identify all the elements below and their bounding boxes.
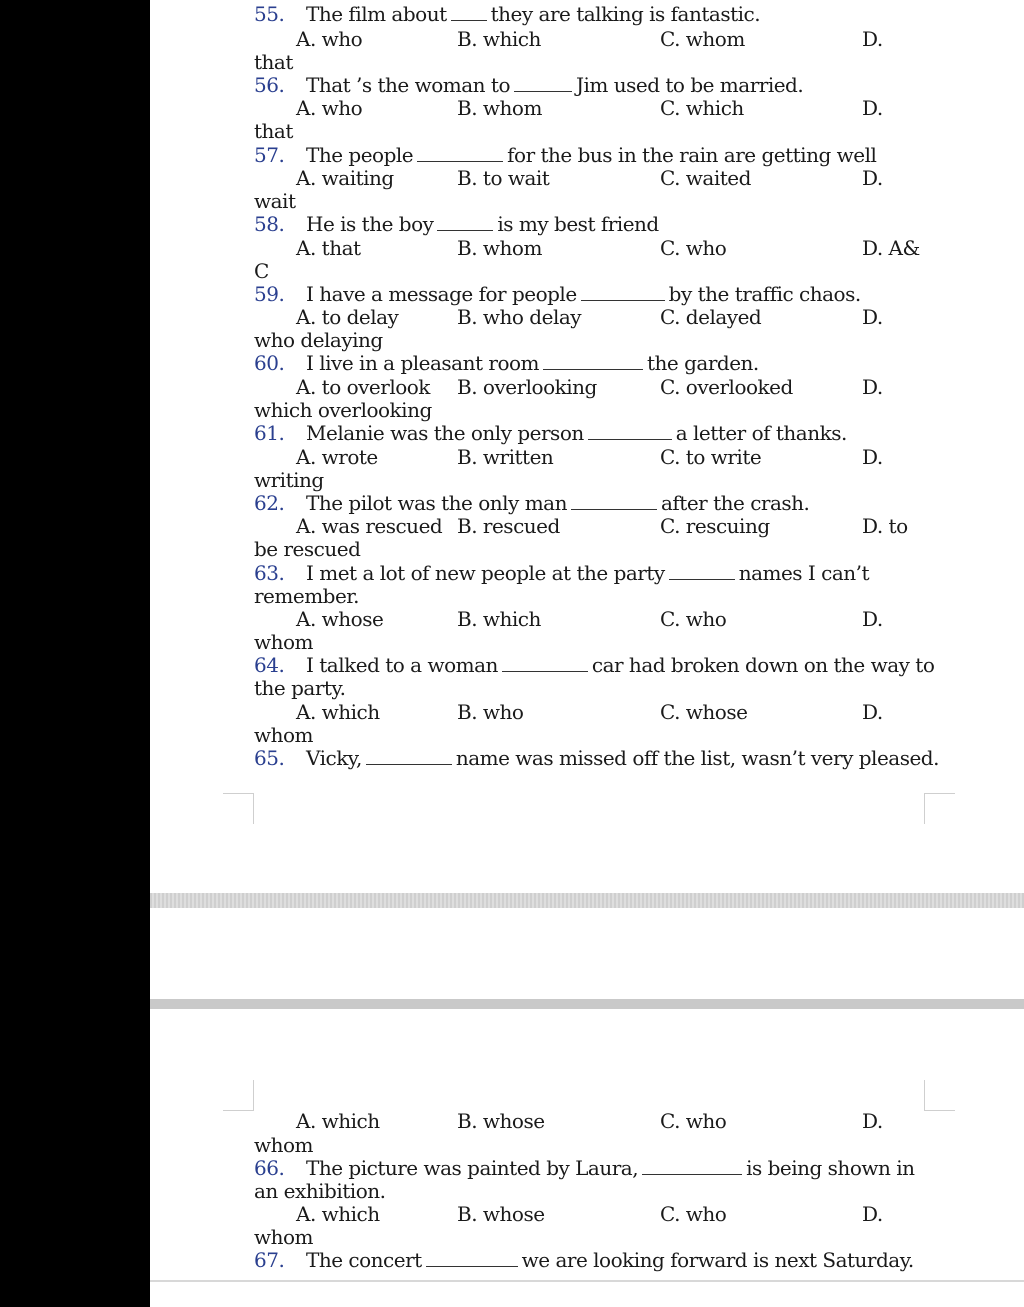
question-58 — [254, 213, 944, 236]
option-b[interactable]: B. which — [457, 27, 541, 51]
bottom-strip — [150, 1282, 1024, 1307]
question-number: 67. — [254, 1248, 285, 1272]
margin-corner-mark — [924, 1080, 955, 1111]
question-text-continued: remember. — [254, 584, 360, 608]
question-text: The pilot was the only man — [306, 491, 567, 515]
option-b[interactable]: B. whom — [457, 96, 542, 120]
option-d[interactable]: D. — [862, 445, 883, 469]
option-b[interactable]: B. rescued — [457, 514, 560, 538]
question-text: is being shown in — [746, 1156, 915, 1180]
question-60 — [254, 352, 944, 375]
answer-blank[interactable] — [543, 353, 643, 370]
option-c[interactable]: C. delayed — [660, 305, 762, 329]
option-d[interactable]: D. — [862, 27, 883, 51]
option-d-continued: wait — [254, 189, 296, 213]
option-d-continued: whom — [254, 630, 314, 654]
question-text: a letter of thanks. — [675, 421, 847, 445]
option-b[interactable]: B. whose — [457, 1109, 545, 1133]
option-d-continued: whom — [254, 723, 314, 747]
option-d-continued: be rescued — [254, 537, 361, 561]
option-d-continued: that — [254, 50, 293, 74]
option-d-continued: C — [254, 259, 269, 283]
question-number: 57. — [254, 143, 285, 167]
question-text: Jim used to be married. — [576, 73, 804, 97]
question-text: Vicky, — [306, 746, 362, 770]
option-d-continued: that — [254, 119, 293, 143]
option-d[interactable]: D. — [862, 1202, 883, 1226]
question-62 — [254, 492, 944, 515]
option-a[interactable]: A. waiting — [296, 166, 394, 190]
option-c[interactable]: C. overlooked — [660, 375, 793, 399]
option-c[interactable]: C. who — [660, 1109, 727, 1133]
answer-blank[interactable] — [642, 1158, 742, 1175]
question-text: after the crash. — [660, 491, 810, 515]
answer-blank[interactable] — [426, 1250, 518, 1267]
question-text: name was missed off the list, wasn’t very pleased. — [455, 746, 939, 770]
question-text: He is the boy — [306, 212, 434, 236]
option-a[interactable]: A. which — [296, 700, 380, 724]
answer-blank[interactable] — [514, 75, 572, 92]
option-d[interactable]: D. — [862, 305, 883, 329]
question-57 — [254, 144, 944, 167]
option-d[interactable]: D. A& — [862, 236, 920, 260]
question-67 — [254, 1249, 944, 1272]
option-b[interactable]: B. who — [457, 700, 524, 724]
option-c[interactable]: C. which — [660, 96, 744, 120]
question-text: I live in a pleasant room — [306, 351, 539, 375]
question-text: Melanie was the only person — [306, 421, 584, 445]
option-d[interactable]: D. to — [862, 514, 908, 538]
option-b[interactable]: B. to wait — [457, 166, 550, 190]
answer-blank[interactable] — [581, 284, 665, 301]
question-text: car had broken down on the way to — [591, 653, 935, 677]
page-break-dotted — [150, 893, 1024, 908]
option-d-continued: which overlooking — [254, 398, 432, 422]
option-c[interactable]: C. who — [660, 236, 727, 260]
question-text: by the traffic chaos. — [668, 282, 861, 306]
option-a[interactable]: A. who — [296, 96, 363, 120]
option-c[interactable]: C. who — [660, 1202, 727, 1226]
option-b[interactable]: B. who delay — [457, 305, 582, 329]
option-d-continued: whom — [254, 1225, 314, 1249]
question-text: for the bus in the rain are getting well — [507, 143, 877, 167]
question-text: The picture was painted by Laura, — [306, 1156, 639, 1180]
option-b[interactable]: B. whose — [457, 1202, 545, 1226]
option-a[interactable]: A. whose — [296, 607, 384, 631]
question-text: The people — [306, 143, 414, 167]
question-text: we are looking forward is next Saturday. — [521, 1248, 914, 1272]
option-d[interactable]: D. — [862, 96, 883, 120]
option-a[interactable]: A. that — [296, 236, 361, 260]
answer-blank[interactable] — [366, 748, 452, 765]
option-c[interactable]: C. waited — [660, 166, 751, 190]
question-66 — [254, 1157, 944, 1203]
question-64 — [254, 654, 944, 700]
question-56 — [254, 74, 944, 97]
question-text-continued: an exhibition. — [254, 1179, 386, 1203]
option-d[interactable]: D. — [862, 375, 883, 399]
option-a[interactable]: A. which — [296, 1202, 380, 1226]
option-d[interactable]: D. — [862, 607, 883, 631]
page-gap — [150, 895, 1024, 1010]
question-number: 59. — [254, 282, 285, 306]
question-text: the garden. — [647, 351, 759, 375]
question-text: I met a lot of new people at the party — [306, 561, 665, 585]
question-number: 60. — [254, 351, 285, 375]
question-number: 58. — [254, 212, 285, 236]
page-break-solid — [150, 999, 1024, 1009]
question-55 — [254, 3, 944, 26]
question-number: 55. — [254, 2, 285, 26]
question-text: names I can’t — [738, 561, 870, 585]
answer-blank[interactable] — [502, 655, 588, 672]
question-number: 63. — [254, 561, 285, 585]
question-text: I talked to a woman — [306, 653, 498, 677]
option-c[interactable]: C. whom — [660, 27, 745, 51]
question-number: 62. — [254, 491, 285, 515]
question-text: is my best friend — [497, 212, 659, 236]
margin-corner-mark — [223, 1080, 254, 1111]
question-61 — [254, 422, 944, 445]
option-a[interactable]: A. to delay — [296, 305, 399, 329]
option-c[interactable]: C. who — [660, 607, 727, 631]
left-black-margin — [0, 0, 150, 1307]
question-text: The film about — [306, 2, 447, 26]
margin-corner-mark — [924, 793, 955, 824]
question-number: 61. — [254, 421, 285, 445]
question-59 — [254, 283, 944, 306]
option-c[interactable]: C. to write — [660, 445, 762, 469]
option-c[interactable]: C. whose — [660, 700, 748, 724]
option-a[interactable]: A. was rescued — [296, 514, 443, 538]
option-a[interactable]: A. who — [296, 27, 363, 51]
option-d-continued: whom — [254, 1133, 314, 1157]
option-b[interactable]: B. which — [457, 607, 541, 631]
answer-blank[interactable] — [669, 563, 735, 580]
answer-blank[interactable] — [588, 423, 672, 440]
option-b[interactable]: B. overlooking — [457, 375, 597, 399]
question-number: 66. — [254, 1156, 285, 1180]
option-c[interactable]: C. rescuing — [660, 514, 770, 538]
option-d-continued: writing — [254, 468, 324, 492]
option-b[interactable]: B. whom — [457, 236, 542, 260]
question-text: The concert — [306, 1248, 422, 1272]
answer-blank[interactable] — [437, 214, 493, 231]
answer-blank[interactable] — [571, 493, 657, 510]
option-d-continued: who delaying — [254, 328, 383, 352]
question-63 — [254, 562, 944, 608]
option-a[interactable]: A. to overlook — [296, 375, 430, 399]
option-b[interactable]: B. written — [457, 445, 554, 469]
question-65 — [254, 747, 944, 770]
answer-blank[interactable] — [451, 4, 487, 21]
option-a[interactable]: A. which — [296, 1109, 380, 1133]
option-a[interactable]: A. wrote — [296, 445, 378, 469]
question-text: I have a message for people — [306, 282, 577, 306]
question-number: 64. — [254, 653, 285, 677]
question-text-continued: the party. — [254, 676, 346, 700]
question-text: they are talking is fantastic. — [490, 2, 761, 26]
option-d[interactable]: D. — [862, 1109, 883, 1133]
margin-corner-mark — [223, 793, 254, 824]
question-text: That ’s the woman to — [306, 73, 510, 97]
question-number: 56. — [254, 73, 285, 97]
option-d[interactable]: D. — [862, 700, 883, 724]
question-number: 65. — [254, 746, 285, 770]
option-d[interactable]: D. — [862, 166, 883, 190]
answer-blank[interactable] — [417, 145, 503, 162]
